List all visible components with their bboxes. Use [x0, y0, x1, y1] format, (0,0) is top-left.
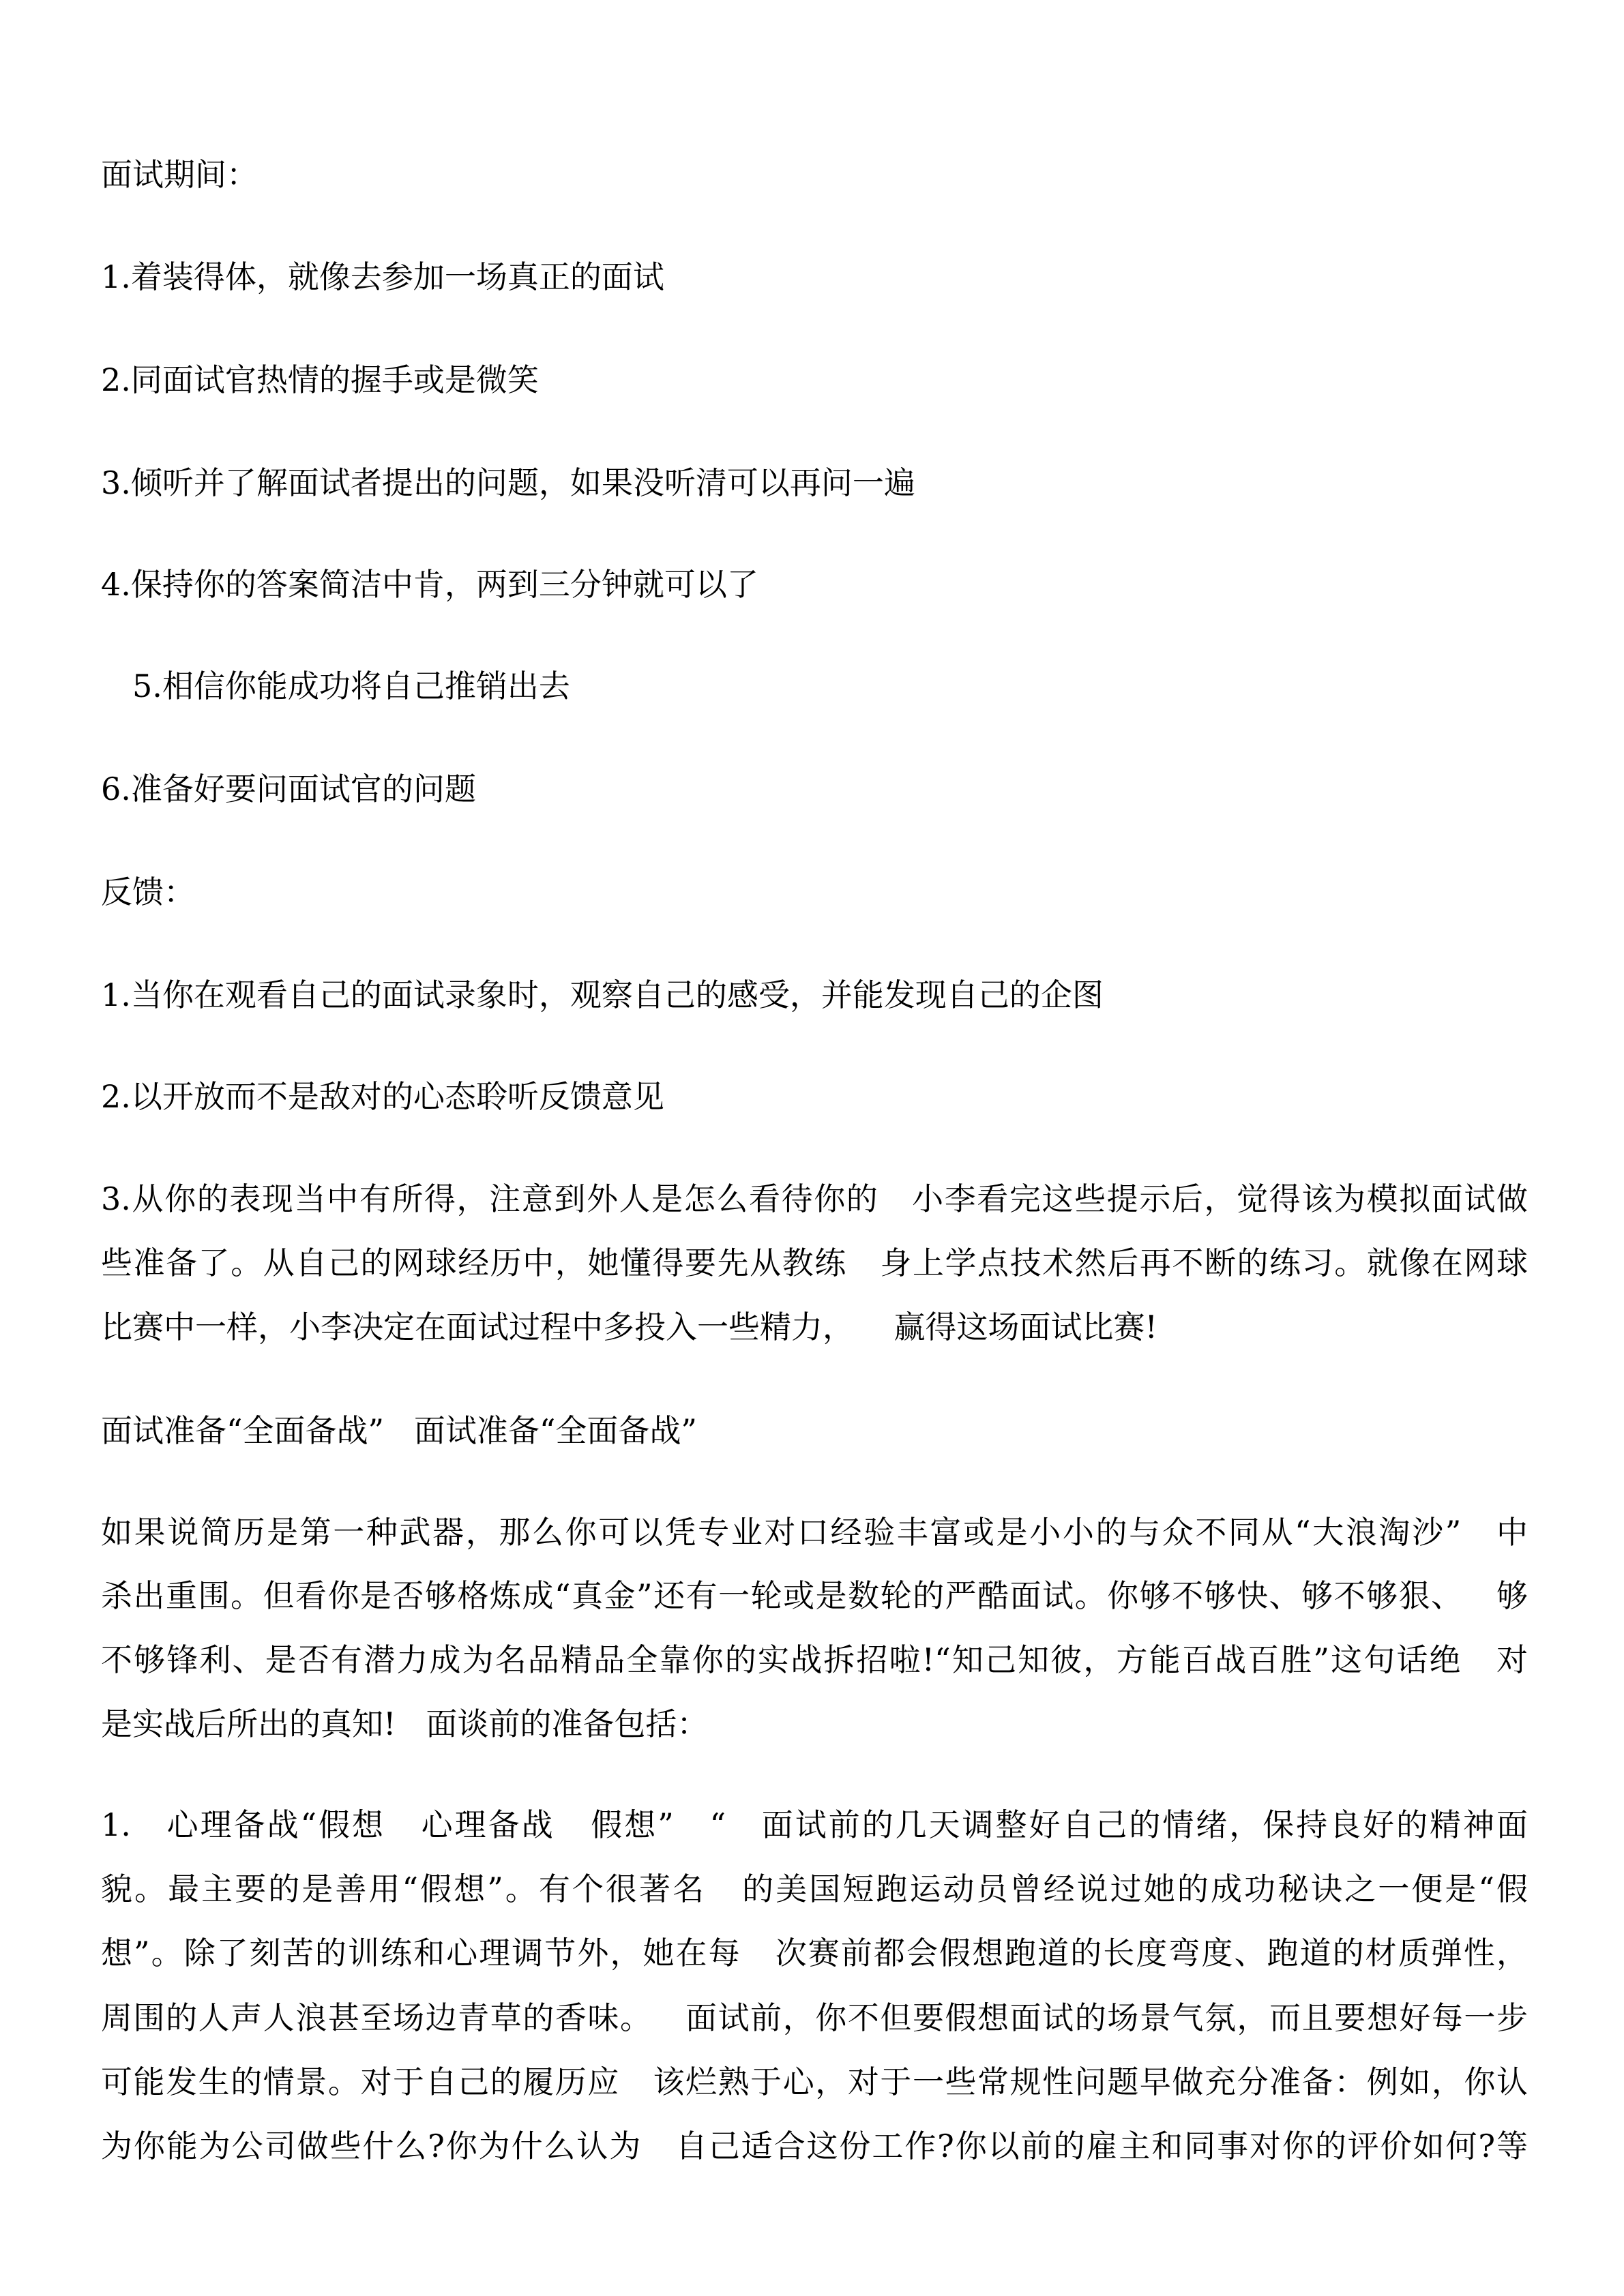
- paragraph-line: 是实战后所出的真知! 面谈前的准备包括：: [101, 1705, 709, 1742]
- section-heading-preparation: 面试准备“全面备战” 面试准备“全面备战”: [101, 1412, 697, 1449]
- list-item: 2.以开放而不是敌对的心态聆听反馈意见: [101, 1078, 664, 1115]
- list-item: 1.着装得体，就像去参加一场真正的面试: [101, 258, 664, 295]
- paragraph-line: 可能发生的情景。对于自己的履历应 该烂熟于心，对于一些常规性问题早做充分准备：例如，你认: [101, 2063, 1528, 2100]
- list-item: 3.倾听并了解面试者提出的问题，如果没听清可以再问一遍: [101, 464, 915, 501]
- paragraph-line: 为你能为公司做些什么?你为什么认为 自己适合这份工作?你以前的雇主和同事对你的评价如何?等: [101, 2128, 1528, 2164]
- list-item: 1.当你在观看自己的面试录象时，观察自己的感受，并能发现自己的企图: [101, 976, 1104, 1013]
- paragraph-line: 杀出重围。但看你是否够格炼成“真金”还有一轮或是数轮的严酷面试。你够不够快、够不够狠、 够: [101, 1577, 1528, 1614]
- list-item: 4.保持你的答案简洁中肯，两到三分钟就可以了: [101, 566, 758, 603]
- paragraph-line: 周围的人声人浪甚至场边青草的香味。 面试前，你不但要假想面试的场景气氛，而且要想好每一步: [101, 1999, 1528, 2036]
- paragraph-line: 如果说简历是第一种武器，那么你可以凭专业对口经验丰富或是小小的与众不同从“大浪淘沙” 中: [101, 1514, 1528, 1551]
- paragraph-line: 些准备了。从自己的网球经历中，她懂得要先从教练 身上学点技术然后再不断的练习。就像在网球: [101, 1244, 1528, 1281]
- list-item: 2.同面试官热情的握手或是微笑: [101, 361, 539, 398]
- paragraph-line: 想”。除了刻苦的训练和心理调节外，她在每 次赛前都会假想跑道的长度弯度、跑道的材质弹性，: [101, 1935, 1528, 1971]
- paragraph-line: 3.从你的表现当中有所得，注意到外人是怎么看待你的 小李看完这些提示后，觉得该为模拟面试做: [101, 1180, 1528, 1217]
- paragraph-line: 不够锋利、是否有潜力成为名品精品全靠你的实战拆招啦!“知己知彼，方能百战百胜”这句话绝 对: [101, 1641, 1528, 1678]
- section-heading-feedback: 反馈：: [101, 874, 195, 910]
- list-item: 6.准备好要问面试官的问题: [101, 771, 476, 807]
- section-heading-during-interview: 面试期间：: [101, 156, 258, 193]
- paragraph-line: 比赛中一样，小李决定在面试过程中多投入一些精力， 赢得这场面试比赛!: [101, 1309, 1157, 1345]
- paragraph-line: 貌。最主要的是善用“假想”。有个很著名 的美国短跑运动员曾经说过她的成功秘诀之一便是“假: [101, 1870, 1528, 1907]
- paragraph-line: 1. 心理备战“假想 心理备战 假想” “ 面试前的几天调整好自己的情绪，保持良好的精神面: [101, 1806, 1528, 1843]
- list-item: 5.相信你能成功将自己推销出去: [132, 668, 570, 704]
